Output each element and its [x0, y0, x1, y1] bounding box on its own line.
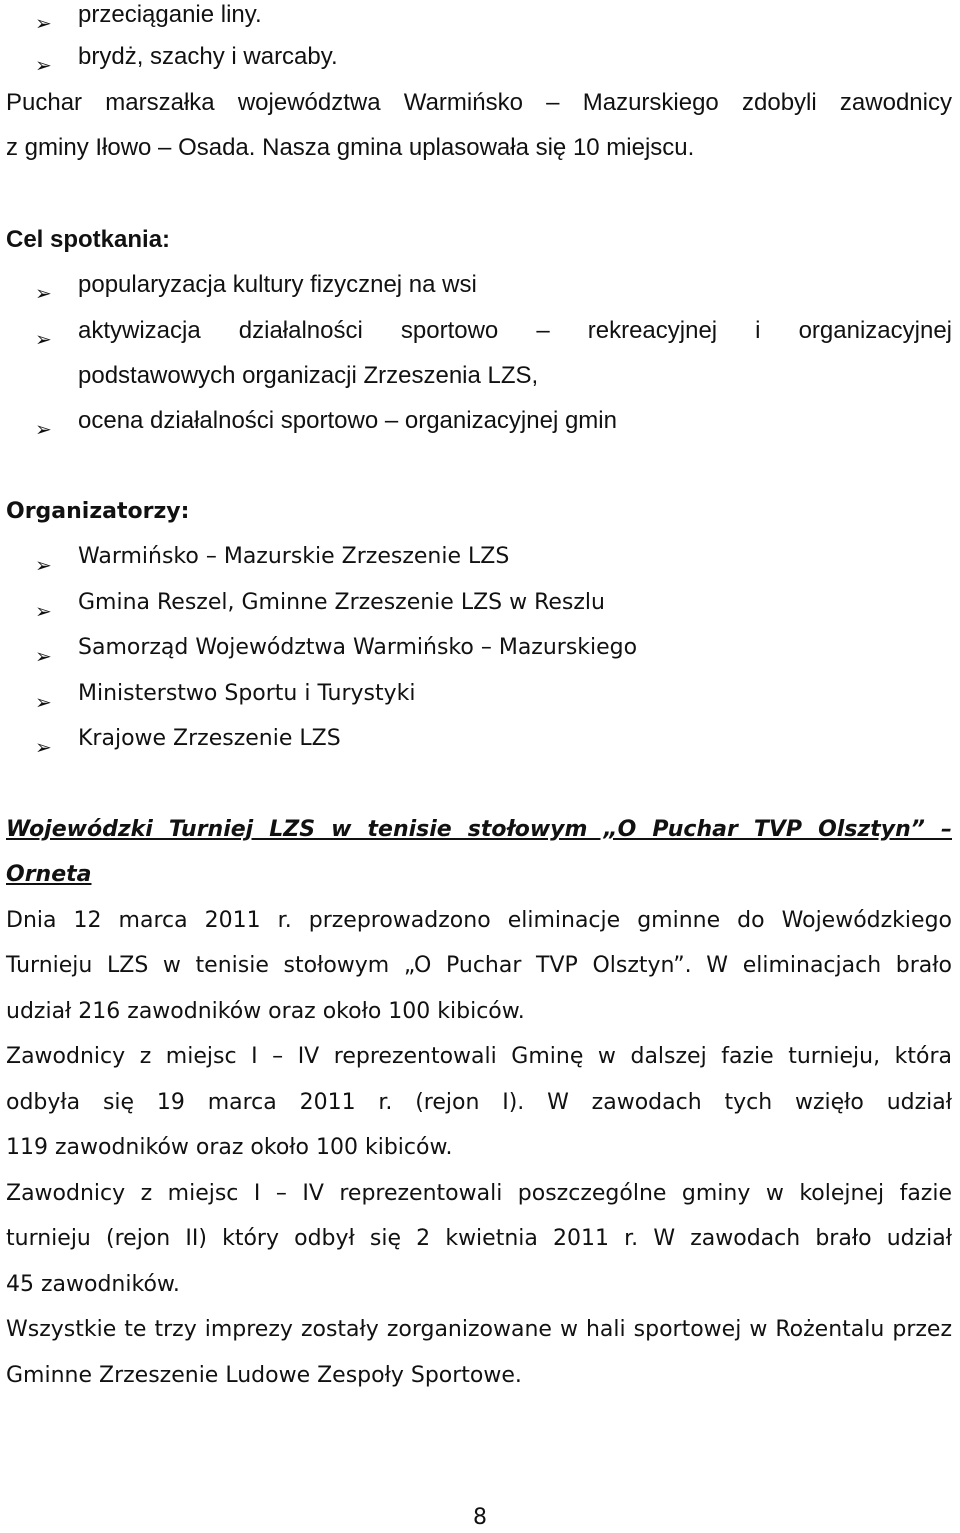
cel-heading: Cel spotkania:	[6, 226, 171, 253]
list-item: ➢ przeciąganie liny.	[35, 1, 262, 35]
paragraph-line: 119 zawodników oraz około 100 kibiców.	[6, 1135, 453, 1160]
list-item: ➢ aktywizacja działalności sportowo – rekreacyjnej i organizacyjnej	[35, 317, 952, 351]
paragraph-line: Zawodnicy z miejsc I – IV reprezentowali poszczególne gminy w kolejnej fazie	[6, 1181, 952, 1206]
list-item: ➢ Gmina Reszel, Gminne Zrzeszenie LZS w Reszlu	[35, 590, 605, 623]
turniej-heading-line-2: Orneta	[6, 862, 92, 887]
page-number: 8	[473, 1505, 487, 1530]
list-item-text: Krajowe Zrzeszenie LZS	[78, 726, 341, 751]
paragraph-line: 45 zawodników.	[6, 1272, 180, 1297]
paragraph-line: odbyła się 19 marca 2011 r. (rejon I). W zawodach tych wzięło udział	[6, 1090, 952, 1115]
list-item: ➢ Samorząd Województwa Warmińsko – Mazurskiego	[35, 635, 638, 668]
list-item-text: Gmina Reszel, Gminne Zrzeszenie LZS w Reszlu	[78, 590, 605, 615]
list-item-continuation: podstawowych organizacji Zrzeszenia LZS,	[78, 362, 539, 389]
paragraph-line: Wszystkie te trzy imprezy zostały zorganizowane w hali sportowej w Rożentalu przez	[6, 1317, 952, 1342]
list-item-text: popularyzacja kultury fizycznej na wsi	[78, 271, 477, 298]
list-item-text: ocena działalności sportowo – organizacyjnej gmin	[78, 407, 617, 434]
list-item: ➢ Ministerstwo Sportu i Turystyki	[35, 681, 416, 714]
puchar-text-line-1: Puchar marszałka województwa Warmińsko – Mazurskiego zdobyli zawodnicy	[6, 89, 952, 116]
organizatorzy-heading: Organizatorzy:	[6, 499, 190, 524]
puchar-text-line-2: z gminy Iłowo – Osada. Nasza gmina uplasowała się 10 miejscu.	[6, 134, 695, 161]
list-item: ➢ Warmińsko – Mazurskie Zrzeszenie LZS	[35, 544, 510, 577]
paragraph-line: Gminne Zrzeszenie Ludowe Zespoły Sportowe.	[6, 1363, 522, 1388]
paragraph-line: Zawodnicy z miejsc I – IV reprezentowali Gminę w dalszej fazie turnieju, która	[6, 1044, 952, 1069]
list-item: ➢ Krajowe Zrzeszenie LZS	[35, 726, 341, 759]
paragraph-line: Dnia 12 marca 2011 r. przeprowadzono eliminacje gminne do Wojewódzkiego	[6, 908, 952, 933]
list-item-text: aktywizacja działalności sportowo – rekreacyjnej i organizacyjnej	[78, 317, 952, 344]
turniej-heading-line-1: Wojewódzki Turniej LZS w tenisie stołowym „O Puchar TVP Olsztyn” –	[6, 817, 952, 842]
list-item-text: Warmińsko – Mazurskie Zrzeszenie LZS	[78, 544, 510, 569]
list-item: ➢ ocena działalności sportowo – organizacyjnej gmin	[35, 407, 617, 441]
list-item: ➢ brydż, szachy i warcaby.	[35, 43, 338, 77]
list-item-text: Ministerstwo Sportu i Turystyki	[78, 681, 416, 706]
list-item-text: przeciąganie liny.	[78, 1, 262, 28]
paragraph-line: turnieju (rejon II) który odbył się 2 kwietnia 2011 r. W zawodach brało udział	[6, 1226, 952, 1251]
list-item-text: Samorząd Województwa Warmińsko – Mazurskiego	[78, 635, 638, 660]
paragraph-line: Turnieju LZS w tenisie stołowym „O Puchar TVP Olsztyn”. W eliminacjach brało	[6, 953, 952, 978]
paragraph-line: udział 216 zawodników oraz około 100 kibiców.	[6, 999, 525, 1024]
list-item-text: brydż, szachy i warcaby.	[78, 43, 338, 70]
list-item: ➢ popularyzacja kultury fizycznej na wsi	[35, 271, 477, 305]
